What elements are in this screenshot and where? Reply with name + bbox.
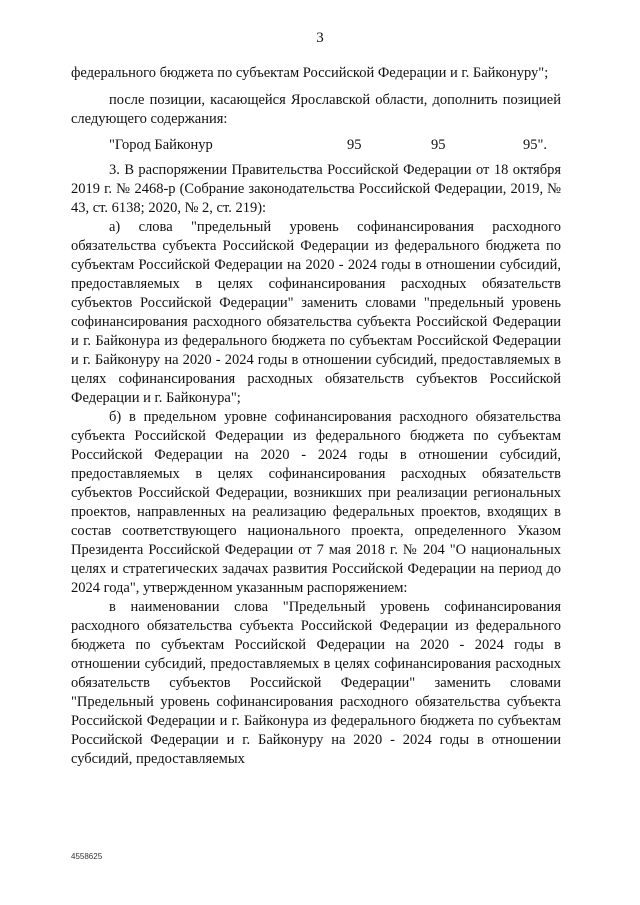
row-name: "Город Байконур (109, 137, 213, 153)
row-value-2: 95 (431, 137, 446, 153)
row-value-1: 95 (347, 137, 362, 153)
paragraph-insert-position: после позиции, касающейся Ярославской области, дополнить позицией следующего содержания: (71, 92, 561, 127)
document-body (71, 64, 561, 769)
paragraph-item-a: а) слова "предельный уровень софинансирования расходного обязательства субъекта Российской Федерации из федерального бюджета по субъектам Российской Федерации на 2020 - 2024 годы в отношении субсидий, предоставляемых в целях софинансирования расходных обязательств субъектов Российской Федерации" заменить словами "предельный уровень софинансирования расходного обязательства субъекта Российской Федерации и г. Байконура из федерального бюджета по субъектам Российской Федерации и г. Байконуру на 2020 - 2024 годы в отношении субсидий, предоставляемых в целях софинансирования расходных обязательств субъектов Российской Федерации и г. Байконура"; (71, 219, 561, 406)
row-value-3: 95". (523, 137, 548, 153)
paragraph-item-3: 3. В распоряжении Правительства Российской Федерации от 18 октября 2019 г. № 2468-р (Собрание законодательства Российской Федерации, 2019, № 43, ст. 6138; 2020, № 2, ст. 219): (71, 162, 561, 216)
table-row-baikonur (71, 136, 561, 155)
page-number: 3 (316, 30, 324, 46)
paragraph-item-b: б) в предельном уровне софинансирования расходного обязательства субъекта Российской Федерации из федерального бюджета по субъектам Российской Федерации на 2020 - 2024 годы в отношении субсидий, предоставляемых в целях софинансирования расходных обязательств субъектов Российской Федерации, возникших при реализации региональных проектов, направленных на реализацию федеральных проектов, входящих в состав соответствующего национального проекта, определенного Указом Президента Российской Федерации от 7 мая 2018 г. № 204 "О национальных целях и стратегических задачах развития Российской Федерации на период до 2024 года", утвержденном указанным распоряжением: (71, 409, 561, 596)
paragraph-title-change: в наименовании слова "Предельный уровень софинансирования расходного обязательства субъекта Российской Федерации из федерального бюджета по субъектам Российской Федерации на 2020 - 2024 годы в отношении субсидий, предоставляемых в целях софинансирования расходных обязательств субъектов Российской Федерации" заменить словами "Предельный уровень софинансирования расходного обязательства субъекта Российской Федерации и г. Байконура из федерального бюджета по субъектам Российской Федерации и г. Байконуру на 2020 - 2024 годы в отношении субсидий, предоставляемых (71, 599, 561, 767)
document-id: 4558625 (71, 852, 103, 861)
paragraph-continuation: федерального бюджета по субъектам Российской Федерации и г. Байконуру"; (71, 65, 549, 81)
